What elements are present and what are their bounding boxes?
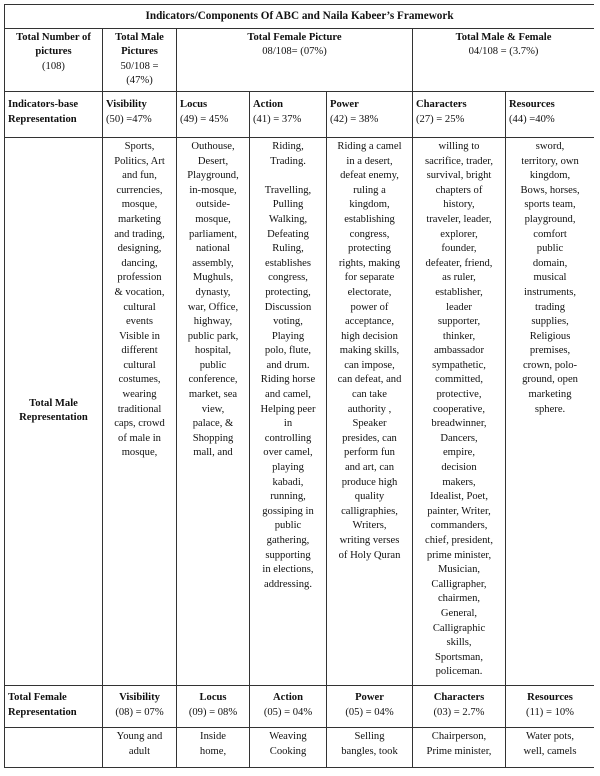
male-resources-text: sword, territory, own kingdom, Bows, horses, sports team, playground, comfort public domain, musical instruments, trading supplies, Religious premises, crown, polo- ground, open marketing sphere. — [506, 137, 595, 685]
indicator-characters — [413, 91, 506, 137]
indicator-value: (49) = 45% — [180, 113, 229, 125]
male-representation-row — [5, 137, 595, 685]
female-pictures-value: 08/108= (07%) — [262, 46, 327, 58]
indicator-value: (09) = 08% — [188, 706, 238, 718]
female-locus — [177, 685, 250, 727]
indicator-name: Action — [253, 98, 284, 110]
indicator-name: Resources — [509, 98, 555, 110]
female-power — [327, 685, 413, 727]
indicator-value: (08) = 07% — [115, 706, 164, 718]
indicator-value: (44) =40% — [509, 113, 555, 125]
indicator-name: Power — [330, 98, 359, 110]
both-pictures-value: 04/108 = (3.7%) — [468, 46, 539, 58]
male-locus-text: Outhouse, Desert, Playground, in-mosque, outside- mosque, parliament, national assembly, Mughuls, dynasty, war, Office, highway, public park, hospital, public conference, market, sea view, palace, & Shopping mall, and — [177, 137, 250, 685]
indicator-name: Power — [355, 691, 384, 703]
female-pictures-label: Total Female Picture — [247, 31, 342, 43]
male-representation-label: Total Male Representation — [5, 137, 103, 685]
indicators-row — [5, 91, 595, 137]
female-resources — [506, 685, 595, 727]
total-pictures-cell — [5, 28, 103, 91]
female-power-text: Selling bangles, took — [327, 727, 413, 767]
female-details-label — [5, 727, 103, 767]
indicator-locus — [177, 91, 250, 137]
header-row — [5, 28, 595, 91]
indicator-name: Characters — [433, 691, 485, 703]
female-characters — [413, 685, 506, 727]
indicator-name: Resources — [527, 691, 573, 703]
title-row — [5, 5, 595, 29]
female-visibility-text: Young and adult — [103, 727, 177, 767]
both-pictures-cell — [413, 28, 595, 91]
female-locus-text: Inside home, — [177, 727, 250, 767]
male-characters-text: willing to sacrifice, trader, survival, bright chapters of history, traveler, leader, explorer, founder, defeater, friend, as ruler, establisher, leader supporter, thinker, ambassador sympathetic, committed, protective, cooperative, breadwinner, Dancers, empire, decision makers, Idealist, Poet, painter, Writer, commanders, chief, president, prime minister, Musician, Calligrapher, chairmen, General, Calligraphic skills, Sportsman, policeman. — [413, 137, 506, 685]
total-pictures-value: (108) — [42, 60, 65, 72]
indicator-name: Action — [272, 691, 303, 703]
male-action-text: Riding, Trading. Travelling, Pulling Walking, Defeating Ruling, establishes congress, protecting, Discussion voting, Playing polo, flute, and drum. Riding horse and camel, Helping peer in controlling over camel, playing kabadi, running, gossiping in public gathering, supporting in elections, addressing. — [250, 137, 327, 685]
indicator-name: Characters — [416, 98, 467, 110]
indicator-power — [327, 91, 413, 137]
female-resources-text: Water pots, well, camels — [506, 727, 595, 767]
male-pictures-value: 50/108 = (47%) — [120, 60, 159, 87]
indicator-resources — [506, 91, 595, 137]
female-representation-label: Total Female Representation — [5, 685, 103, 727]
female-representation-row — [5, 685, 595, 727]
indicators-label: Indicators-base Representation — [5, 91, 103, 137]
female-visibility — [103, 685, 177, 727]
female-pictures-cell — [177, 28, 413, 91]
both-pictures-label: Total Male & Female — [455, 31, 552, 43]
indicator-action — [250, 91, 327, 137]
indicator-name: Visibility — [106, 98, 147, 110]
male-power-text: Riding a camel in a desert, defeat enemy, ruling a kingdom, establishing congress, protecting rights, making for separate electorate, power of acceptance, high decision making skills, can impose, can defeat, and can take authority , Speaker presides, can perform fun and art, can produce high quality calligraphies, Writers, writing verses of Holy Quran — [327, 137, 413, 685]
table-title: Indicators/Components Of ABC and Naila Kabeer’s Framework — [5, 5, 595, 29]
indicator-value: (42) = 38% — [330, 113, 379, 125]
framework-table — [4, 4, 594, 768]
indicator-name: Locus — [199, 691, 227, 703]
total-pictures-label: Total Number of pictures — [16, 31, 91, 58]
indicator-value: (05) = 04% — [345, 706, 394, 718]
male-visibility-text: Sports, Politics, Art and fun, currencies, mosque, marketing and trading, designing, dancing, profession & vocation, cultural events Visible in different cultural costumes, wearing traditional caps, crowd of male in mosque, — [103, 137, 177, 685]
female-action-text: Weaving Cooking — [250, 727, 327, 767]
indicator-name: Visibility — [119, 691, 160, 703]
female-action — [250, 685, 327, 727]
indicator-value: (11) = 10% — [526, 706, 574, 718]
female-details-row — [5, 727, 595, 767]
female-characters-text: Chairperson, Prime minister, — [413, 727, 506, 767]
indicator-value: (05) = 04% — [263, 706, 313, 718]
indicator-visibility — [103, 91, 177, 137]
male-pictures-label: Total Male Pictures — [115, 31, 164, 58]
indicator-name: Locus — [180, 98, 208, 110]
indicator-value: (50) =47% — [106, 113, 152, 125]
indicator-value: (41) = 37% — [253, 113, 302, 125]
male-pictures-cell — [103, 28, 177, 91]
framework-table-frame — [4, 4, 594, 776]
indicator-value: (03) = 2.7% — [433, 706, 485, 718]
indicator-value: (27) = 25% — [416, 113, 465, 125]
